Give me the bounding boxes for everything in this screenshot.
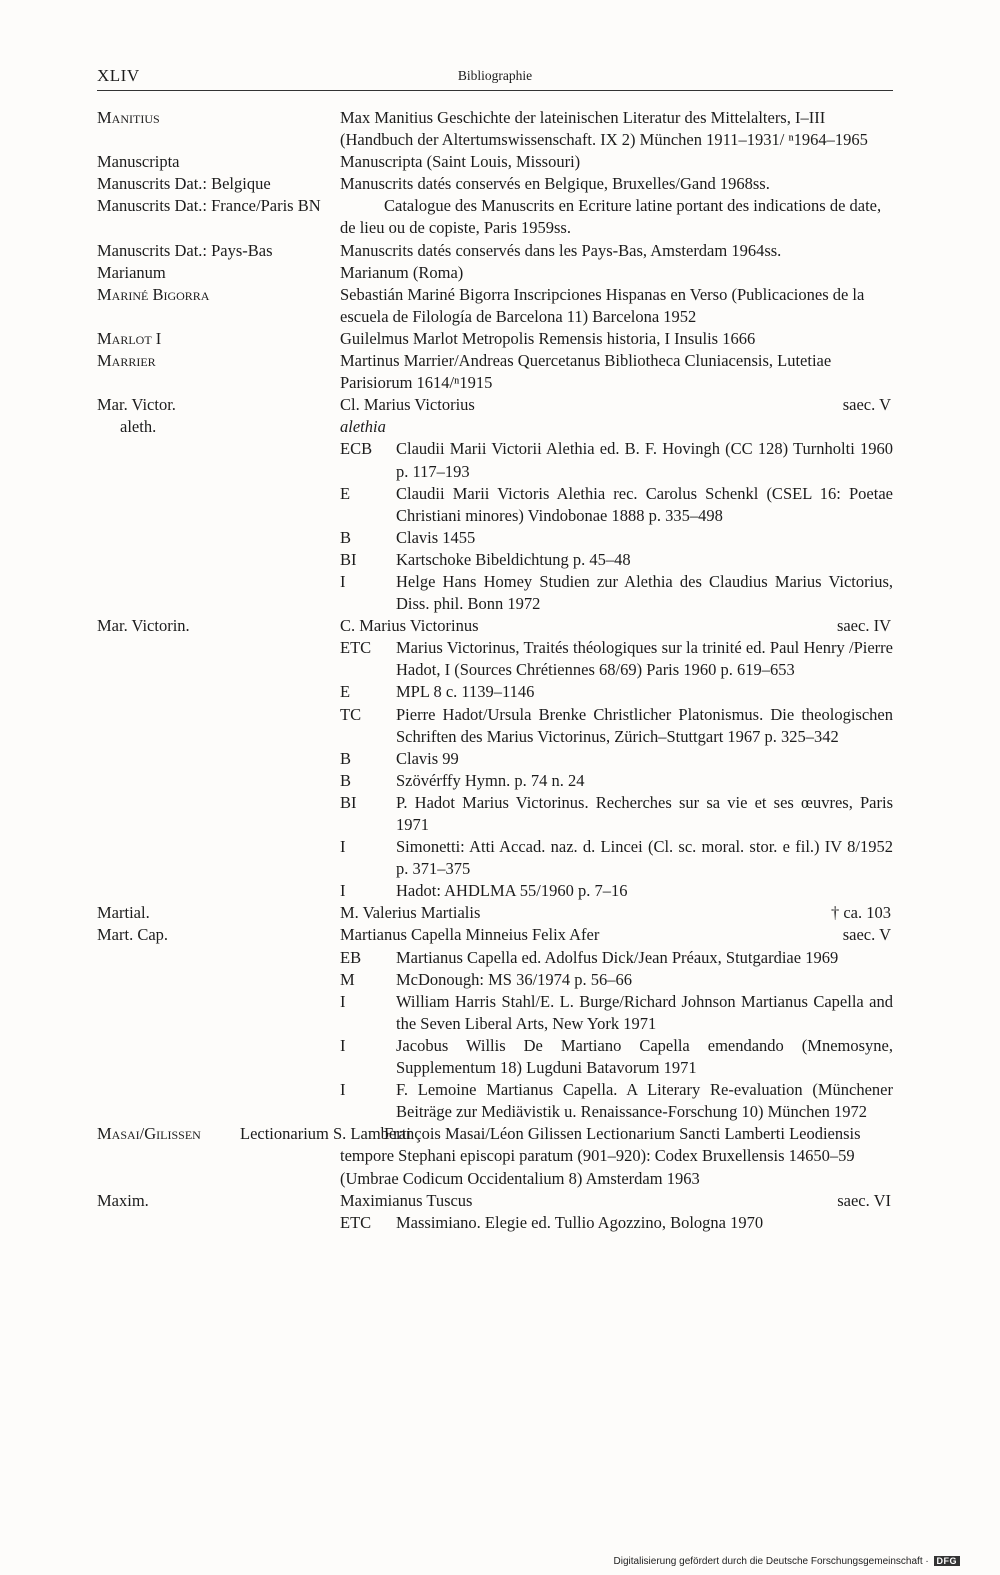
source-code: EB xyxy=(340,947,362,967)
source-code: ECB xyxy=(340,439,373,459)
source-text: Hadot: AHDLMA 55/1960 p. 7–16 xyxy=(396,881,628,901)
author-name: Martianus Capella Minneius Felix Afer xyxy=(340,925,600,945)
saeculum: saec. V xyxy=(842,395,891,415)
entry-head xyxy=(340,902,893,924)
source-text: William Harris Stahl/E. L. Burge/Richard Johnson Martianus Capella and the Seven Liberal Arts, New York 1971 xyxy=(396,991,893,1033)
source-line xyxy=(340,438,893,482)
entry-lemma: Maxim. xyxy=(97,1190,149,1210)
entry-text: Martinus Marrier/Andreas Quercetanus Bibliotheca Cluniacensis, Lutetiae Parisiorum 1614/ⁿ1915 xyxy=(340,351,832,393)
author-name: Maximianus Tuscus xyxy=(340,1190,473,1210)
page-number: XLIV xyxy=(97,66,140,85)
source-line xyxy=(340,483,893,527)
entry xyxy=(97,902,893,924)
source-code: B xyxy=(340,527,352,547)
source-code: TC xyxy=(340,704,362,724)
entry-lemma: Marrier xyxy=(97,351,156,371)
source-line xyxy=(340,637,893,681)
entry xyxy=(97,350,893,394)
source-code: E xyxy=(340,483,351,503)
entry xyxy=(97,284,893,328)
page-header xyxy=(97,66,893,88)
entry-lemma: Masai/Gilissen xyxy=(97,1124,201,1144)
source-text: Claudii Marii Victoris Alethia rec. Carolus Schenkl (CSEL 16: Poetae Christiani minores) Vindobonae 1888 p. 335–498 xyxy=(396,483,893,525)
entry-lemma: Marianum xyxy=(97,262,166,282)
author-name: M. Valerius Martialis xyxy=(340,903,481,923)
entry xyxy=(97,924,893,1123)
source-line xyxy=(340,792,893,836)
header-rule xyxy=(97,90,893,91)
lemma-work-abbrev: aleth. xyxy=(120,417,157,437)
running-title: Bibliographie xyxy=(457,68,533,83)
source-text: Jacobus Willis De Martiano Capella emendando (Mnemosyne, Supplementum 18) Lugduni Batavorum 1971 xyxy=(396,1035,893,1078)
entry-text: Marianum (Roma) xyxy=(340,262,464,282)
entry-lemma: Manuscrits Dat.: Pays-Bas xyxy=(97,240,273,260)
source-code: I xyxy=(340,991,346,1011)
entry-text: François Masai/Léon Gilissen Lectionarium Sancti Lamberti Leodiensis tempore Stephani episcopi paratum (901–920): Codex Bruxellensis 14650–59 (Umbrae Codicum Occidentalium 8) Amsterdam 1963 xyxy=(340,1124,861,1188)
entry-lemma: Manuscrits Dat.: France/Paris BN xyxy=(97,196,321,216)
dfg-logo: DFG xyxy=(934,1556,961,1566)
source-line xyxy=(340,969,893,991)
source-line xyxy=(340,991,893,1035)
entry-body xyxy=(340,1190,893,1234)
entry-lemma: Mart. Cap. xyxy=(97,925,169,945)
source-code: B xyxy=(340,748,352,768)
bibliography-entries xyxy=(97,107,893,1234)
source-text: Massimiano. Elegie ed. Tullio Agozzino, Bologna 1970 xyxy=(396,1212,764,1232)
entry-text: Sebastián Mariné Bigorra Inscripciones Hispanas en Verso (Publicaciones de la escuela de Filología de Barcelona 11) Barcelona 1952 xyxy=(340,284,865,326)
source-code: ETC xyxy=(340,638,372,658)
entry-body xyxy=(340,902,893,924)
entry-lemma-title: Lectionarium S. Lamberti xyxy=(240,1124,411,1144)
author-name: Cl. Marius Victorius xyxy=(340,395,475,415)
entry-text: Manuscrits datés conservés dans les Pays-Bas, Amsterdam 1964ss. xyxy=(340,240,782,260)
entry xyxy=(97,107,893,151)
source-code: M xyxy=(340,969,355,989)
source-code: I xyxy=(340,881,346,901)
entry-text: Manuscripta (Saint Louis, Missouri) xyxy=(340,152,581,172)
source-line xyxy=(340,704,893,748)
digitization-footer xyxy=(614,1556,960,1567)
entry xyxy=(97,1123,893,1189)
entry-body xyxy=(340,615,893,902)
footer-text: Digitalisierung gefördert durch die Deutsche Forschungsgemeinschaft · xyxy=(613,1556,929,1567)
source-text: Clavis 99 xyxy=(396,748,459,768)
entry-text: Max Manitius Geschichte der lateinischen Literatur des Mittelalters, I–III (Handbuch der Altertumswissenschaft. IX 2) München 1911–1931/ ⁿ1964–1965 xyxy=(340,108,868,150)
saeculum: † ca. 103 xyxy=(830,903,891,923)
saeculum: saec. IV xyxy=(836,616,891,636)
lemma-abbrev: Mar. Victor. xyxy=(97,395,176,415)
source-text: Claudii Marii Victorii Alethia ed. B. F. Hovingh (CC 128) Turnholti 1960 p. 117–193 xyxy=(396,439,893,481)
entry-lemma: Manuscrits Dat.: Belgique xyxy=(97,174,271,194)
entry xyxy=(97,240,893,262)
source-line xyxy=(340,770,893,792)
entry xyxy=(97,173,893,195)
source-text: Clavis 1455 xyxy=(396,527,476,547)
source-line xyxy=(340,1212,893,1234)
source-text: Helge Hans Homey Studien zur Alethia des Claudius Marius Victorius, Diss. phil. Bonn 1972 xyxy=(396,571,893,614)
work-title: alethia xyxy=(340,417,386,437)
source-line xyxy=(340,527,893,549)
entry-lemma: Manitius xyxy=(97,108,160,127)
source-code: I xyxy=(340,571,346,591)
entry-text: Catalogue des Manuscrits en Ecriture latine portant des indications de date, de lieu ou de copiste, Paris 1959ss. xyxy=(340,196,882,238)
entry-text: Guilelmus Marlot Metropolis Remensis historia, I Insulis 1666 xyxy=(340,328,756,348)
source-code: I xyxy=(340,837,346,857)
source-line xyxy=(340,748,893,770)
source-line xyxy=(340,571,893,615)
entry-lemma: Manuscripta xyxy=(97,152,180,172)
source-code: I xyxy=(340,1080,346,1100)
source-code: BI xyxy=(340,792,357,812)
entry-lemma: Marlot I xyxy=(97,328,162,348)
source-line xyxy=(340,836,893,880)
source-text: F. Lemoine Martianus Capella. A Literary Re-evaluation (Münchener Beiträge zur Mediävistik u. Renaissance-Forschung 10) München 1972 xyxy=(396,1080,893,1122)
entry-head xyxy=(340,1190,893,1212)
entry xyxy=(97,151,893,173)
entry-body xyxy=(340,924,893,1123)
source-line xyxy=(340,880,893,902)
source-code: I xyxy=(340,1035,346,1055)
source-text: McDonough: MS 36/1974 p. 56–66 xyxy=(396,969,633,989)
entry xyxy=(97,195,893,239)
source-text: P. Hadot Marius Victorinus. Recherches sur sa vie et ses œuvres, Paris 1971 xyxy=(396,792,893,834)
source-code: BI xyxy=(340,549,357,569)
saeculum: saec. V xyxy=(842,925,891,945)
entry xyxy=(97,394,893,615)
source-line xyxy=(340,1079,893,1123)
source-code: B xyxy=(340,770,352,790)
source-text: Szövérffy Hymn. p. 74 n. 24 xyxy=(396,770,585,790)
entry-lemma xyxy=(97,394,176,438)
source-line xyxy=(340,681,893,703)
source-line xyxy=(340,1035,893,1079)
source-text: MPL 8 c. 1139–1146 xyxy=(396,682,535,702)
entry-lemma: Martial. xyxy=(97,903,150,923)
source-code: E xyxy=(340,682,351,702)
source-text: Simonetti: Atti Accad. naz. d. Lincei (Cl. sc. moral. stor. e fil.) IV 8/1952 p. 371–375 xyxy=(396,837,893,879)
source-text: Martianus Capella ed. Adolfus Dick/Jean Préaux, Stutgardiae 1969 xyxy=(396,947,839,967)
entry xyxy=(97,1190,893,1234)
entry-text: Manuscrits datés conservés en Belgique, Bruxelles/Gand 1968ss. xyxy=(340,174,770,194)
entry-head xyxy=(340,615,893,637)
source-line xyxy=(340,947,893,969)
source-text: Pierre Hadot/Ursula Brenke Christlicher Platonismus. Die theologischen Schriften des Marius Victorinus, Zürich–Stuttgart 1967 p. 325–342 xyxy=(396,704,893,746)
source-code: ETC xyxy=(340,1212,372,1232)
entry xyxy=(97,328,893,350)
entry-lemma: Mariné Bigorra xyxy=(97,284,210,304)
entry-head xyxy=(340,924,893,946)
source-text: Kartschoke Bibeldichtung p. 45–48 xyxy=(396,549,631,569)
entry-head xyxy=(340,394,893,416)
entry-lemma: Mar. Victorin. xyxy=(97,616,190,636)
saeculum: saec. VI xyxy=(837,1190,891,1210)
entry xyxy=(97,615,893,902)
source-line xyxy=(340,549,893,571)
source-text: Marius Victorinus, Traités théologiques sur la trinité ed. Paul Henry /Pierre Hadot, I (Sources Chrétiennes 68/69) Paris 1960 p. 619–653 xyxy=(396,638,893,680)
entry xyxy=(97,262,893,284)
author-name: C. Marius Victorinus xyxy=(340,616,479,636)
entry-body xyxy=(340,394,893,615)
